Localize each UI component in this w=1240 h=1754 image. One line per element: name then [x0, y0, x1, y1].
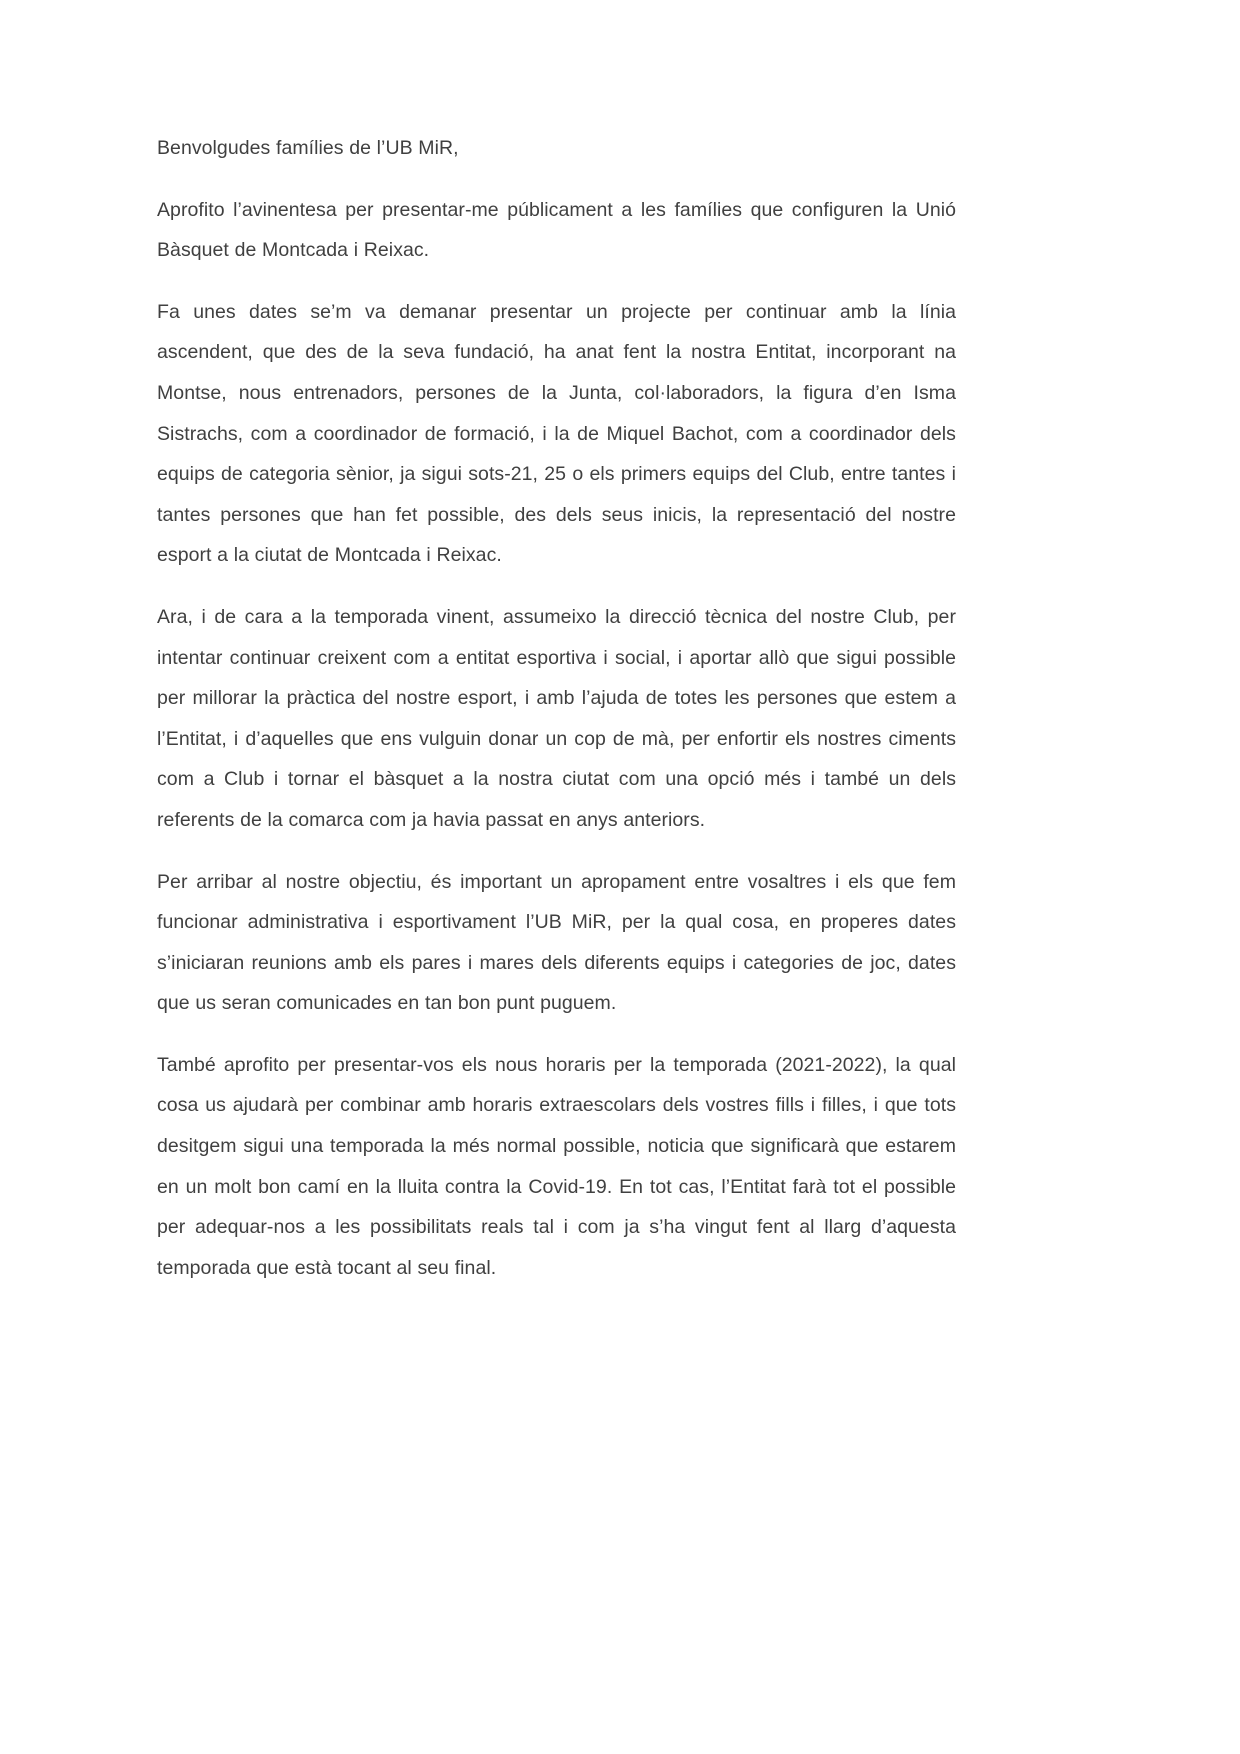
direction-paragraph: Ara, i de cara a la temporada vinent, assumeixo la direcció tècnica del nostre Club, per intentar continuar creixent com a entitat esportiva i social, i aportar allò que sigui possible per millorar la pràctica del nostre esport, i amb l’ajuda de totes les persones que estem a l’Entitat, i d’aquelles que ens vulguin donar un cop de mà, per enfortir els nostres ciments com a Club i tornar el bàsquet a la nostra ciutat com una opció més i també un dels referents de la comarca com ja havia passat en anys anteriors. [157, 605, 956, 831]
schedule-paragraph: També aprofito per presentar-vos els nous horaris per la temporada (2021-2022), la qual cosa us ajudarà per combinar amb horaris extraescolars dels vostres fills i filles, i que tots desitgem sigui una temporada la més normal possible, noticia que significarà que estarem en un molt bon camí en la lluita contra la Covid-19. En tot cas, l’Entitat farà tot el possible per adequar-nos a les possibilitats reals tal i com ja s’ha vingut fent al llarg d’aquesta temporada que està tocant al seu final. [157, 1053, 956, 1279]
document-body [157, 128, 956, 1309]
salutation: Benvolgudes famílies de l’UB MiR, [157, 137, 459, 159]
project-paragraph: Fa unes dates se’m va demanar presentar un projecte per continuar amb la línia ascendent, que des de la seva fundació, ha anat fent la nostra Entitat, incorporant na Montse, nous entrenadors, persones de la Junta, col·laboradors, la figura d’en Isma Sistrachs, com a coordinador de formació, i la de Miquel Bachot, com a coordinador dels equips de categoria sènior, ja sigui sots-21, 25 o els primers equips del Club, entre tantes i tantes persones que han fet possible, des dels seus inicis, la representació del nostre esport a la ciutat de Montcada i Reixac. [157, 300, 956, 567]
intro-paragraph: Aprofito l’avinentesa per presentar-me públicament a les famílies que configuren la Unió Bàsquet de Montcada i Reixac. [157, 198, 956, 262]
meetings-paragraph: Per arribar al nostre objectiu, és important un apropament entre vosaltres i els que fem funcionar administrativa i esportivament l’UB MiR, per la qual cosa, en properes dates s’iniciaran reunions amb els pares i mares dels diferents equips i categories de joc, dates que us seran comunicades en tan bon punt puguem. [157, 870, 956, 1015]
